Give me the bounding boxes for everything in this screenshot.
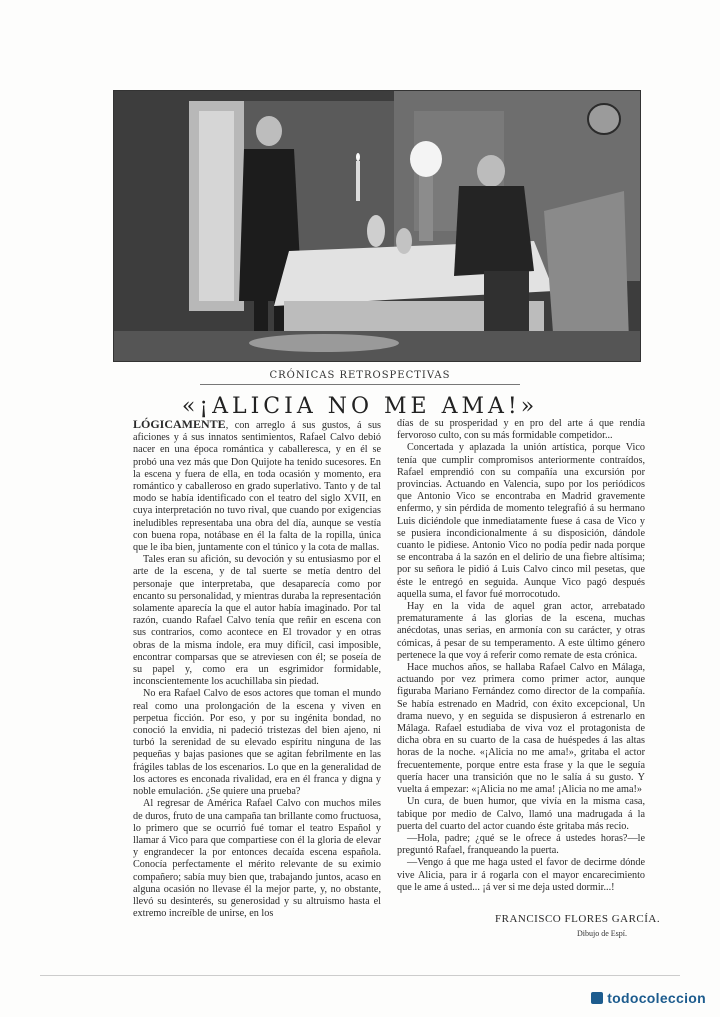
paragraph: —Hola, padre; ¿qué se le ofrece á ustedes horas?—le preguntó Rafael, franqueando la puerta. xyxy=(397,832,645,857)
paragraph: Tales eran su afición, su devoción y su entusiasmo por el arte de la escena, y de tal suerte se metía dentro del personaje que interpretaba, que desaparecía como por encanto su personalidad, y mientras duraba la representación solamente aparecía la que el autor había imaginado. Por tal razón, cuando Rafael Calvo tenía que reñir en escena con sus contrarios, como acontece en El trovador y en otras obras de la misma índole, era muy difícil, casi imposible, encontrar comparsas que se atreviesen con él; se poseía de su papel y, como era un esgrimidor formidable, inconscientemente los acuchillaba sin piedad. xyxy=(133,554,381,688)
section-heading: CRÓNICAS RETROSPECTIVAS xyxy=(269,370,451,381)
paragraph: Un cura, de buen humor, que vivía en la misma casa, tabique por medio de Calvo, llamó una madrugada á la puerta del cuarto del actor cuando éste gritaba más recio. xyxy=(397,796,645,832)
illustration-image xyxy=(114,91,641,362)
watermark-logo: todocoleccion xyxy=(591,990,706,1006)
column-right xyxy=(397,418,645,894)
drop-cap: LÓGICAMENTE xyxy=(133,417,226,431)
paragraph: LÓGICAMENTE, con arreglo á sus gustos, á sus aficiones y á sus innatos sentimientos, Rafael Calvo debió nacer en una época romántica y caballeresca, y en él se probó una vez más que Don Quijote ha tenido sucesores. En la escena y fuera de ella, en toda ocasión y momento, era romántico y caballeroso en grado superlativo. Tanto y de tal modo se había identificado con el teatro del siglo XVII, en cuya interpretación no tuvo rival, que cuando por exigencias ineludibles representaba una obra del día, aunque se vestía con buena ropa, notábase en él la falta de la ropilla, única que le iba bien, juntamente con el túnico y la cota de mallas. xyxy=(133,417,381,554)
paragraph: Al regresar de América Rafael Calvo con muchos miles de duros, fruto de una campaña tan brillante como fructuosa, lo primero que se ocurrió fué tomar el teatro Español y llamar á Vico para que compartiese con él la gloria de elevar y engrandecer la por entonces decaída escena española. Conocía perfectamente el mérito relevante de su eximio compañero; sabía muy bien que, trabajando juntos, acaso en alguna ocasión no llevase él la mejor parte, y, no obstante, llevó su desinterés, su generosidad y su altruismo hasta el extremo increíble de unirse, en los xyxy=(133,798,381,920)
divider xyxy=(40,975,680,976)
paragraph: días de su prosperidad y en pro del arte á que rendía fervoroso culto, con su más formidable competidor... xyxy=(397,418,645,442)
paragraph: —Vengo á que me haga usted el favor de decirme dónde vive Alicia, para ir á rogarla con el mayor encarecimiento que le ame á usted... ¡á ver si me deja usted dormir...! xyxy=(397,857,645,893)
illustration-credit: Dibujo de Espí. xyxy=(577,929,627,938)
brand-icon xyxy=(591,992,603,1004)
paragraph: Concertada y aplazada la unión artística, porque Vico tenía que cumplir compromisos anteriormente contraídos, Rafael emprendió con su compañía una excursión por provincias. Actuando en Valencia, supo por los periódicos que Antonio Vico se encontraba en Madrid gravemente enfermo, y sin pérdida de momento telegrafió á su hermano Luis diciéndole que inmediatamente fuese á casa de Vico y se pusiera incondicionalmente á su disposición, dándole cuanto le pidiese. Antonio Vico no podía pedir nada porque se encontraba á la sazón en el delirio de una fiebre altísima; por su señora le pidió á Luis Calvo cinco mil pesetas, que éste le entregó en seguida. Aunque Vico pagó después aquella suma, el favor fué morrocotudo. xyxy=(397,442,645,600)
article-title: «¡ALICIA NO ME AMA!» xyxy=(181,394,539,419)
heading-rule xyxy=(200,384,520,385)
column-left xyxy=(133,418,381,920)
paragraph: Hay en la vida de aquel gran actor, arrebatado prematuramente á las glorias de la escena, muchas anécdotas, unas serias, en armonía con su carácter, y otras cómicas, á pesar de su temperamento. A este último género pertenece la que voy á referir como remate de esta crónica. xyxy=(397,601,645,661)
author-signature: FRANCISCO FLORES GARCÍA. xyxy=(495,913,661,925)
paragraph: No era Rafael Calvo de esos actores que toman el mundo real como una prolongación de la escena y viven en perpetua ficción. Por eso, y por su ingénita bondad, no conoció la envidia, ni padeció tristezas del bien ajeno, ni turbó la serenidad de su elevado espíritu ninguna de las pequeñas y bajas pasiones que se agitan febrilmente en las frágiles tablas de los escenarios. Lo que en la generalidad de los actores es enconada rivalidad, era en él franca y digna y noble emulación. ¿Se quiere una prueba? xyxy=(133,688,381,798)
illustration xyxy=(113,90,641,362)
paragraph: Hace muchos años, se hallaba Rafael Calvo en Málaga, actuando por vez primera como primer actor, aunque figuraba Mariano Fernández como director de la compañía. Se había estrenado en Madrid, con éxito excepcional, Un drama nuevo, y en seguida se dispusieron á estrenarlo en Málaga. Rafael estudiaba de viva voz el protagonista de dicha obra en su cuarto de la casa de huéspedes á las altas horas de la noche. «¡Alicia no me ama!», gritaba el actor frecuentemente, porque entre esta frase y la que le seguía quería hacer una transición que no le salía á su gusto. Y vuelta á empezar: «¡Alicia no me ama! ¡Alicia no me ama!» xyxy=(397,662,645,796)
